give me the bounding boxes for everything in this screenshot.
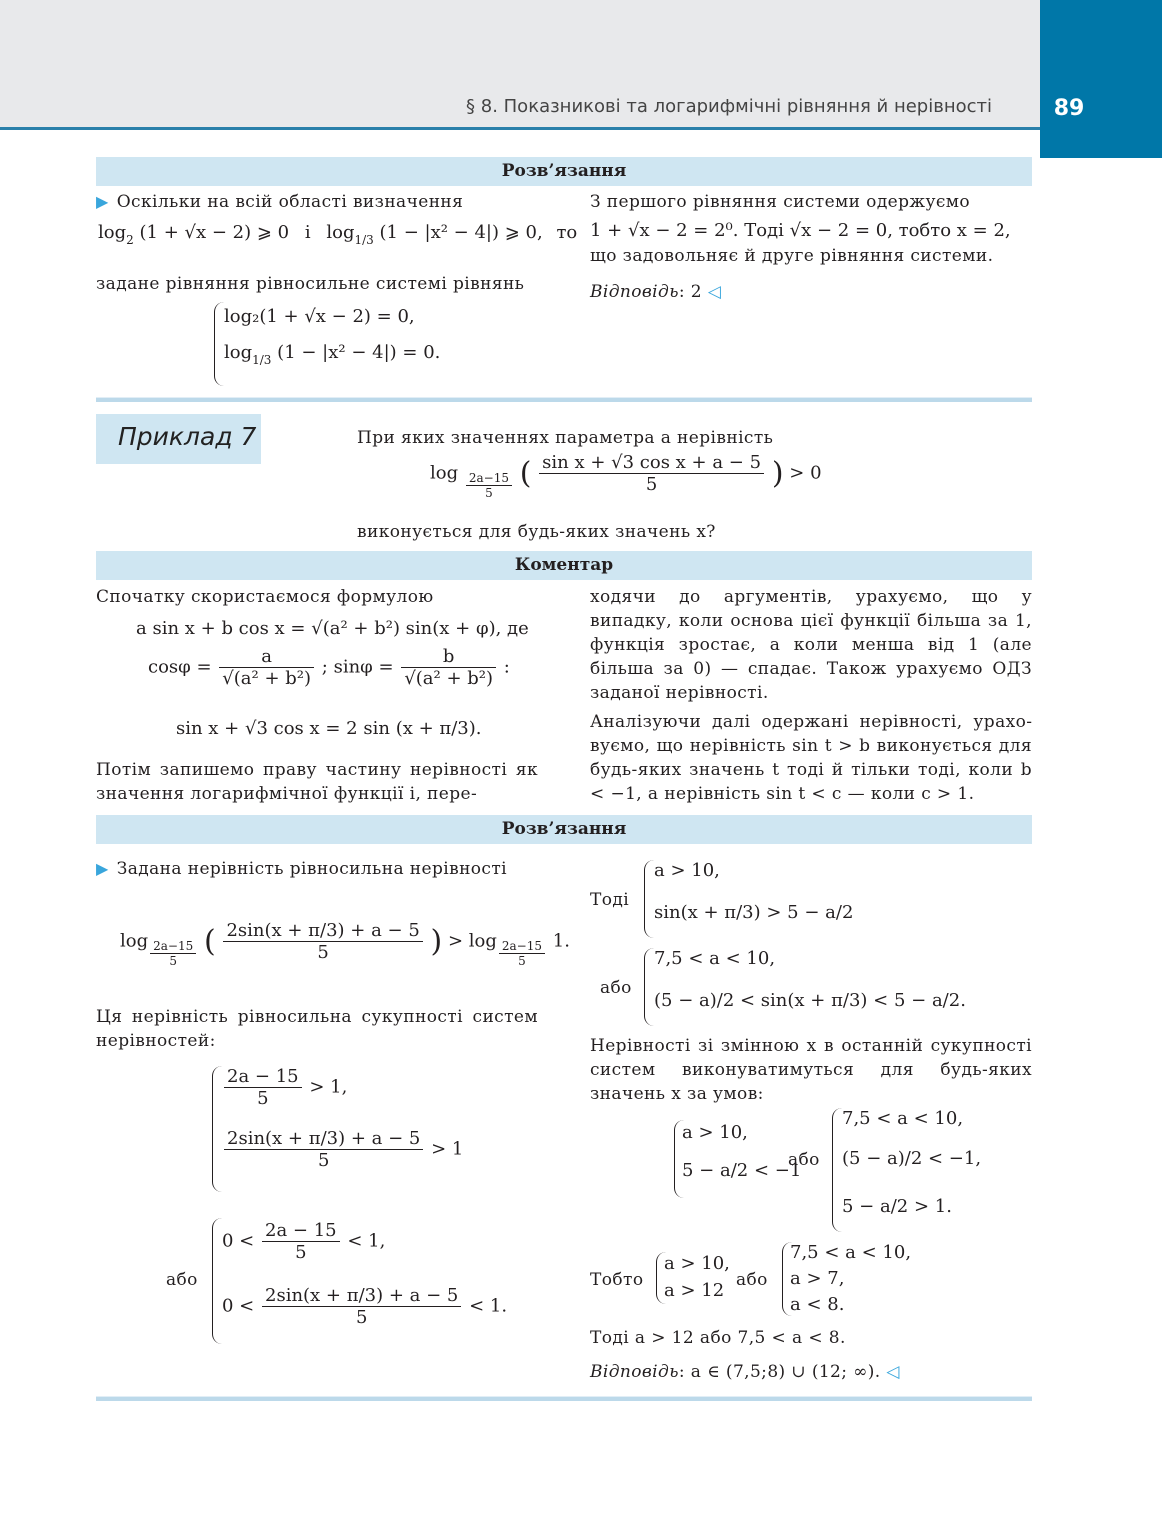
- system-b-line1: 0 < $\frac{2a - 15}{5}$ < 1,: [222, 1220, 386, 1263]
- triangle-right-icon: ▶: [96, 859, 109, 878]
- then-label-1: Тоді: [590, 890, 630, 910]
- example-question-line1: При яких значеннях параметра a нерівність: [357, 428, 774, 448]
- comment-right-p1: ходячи до аргументів, урахуємо, що у випадку, коли основа цієї функції більша за 1, функція зростає, а коли менша від 1 (але більша за 0) — спадає. Також урахуємо ОДЗ заданої нерівності.: [590, 587, 1032, 703]
- example-question-line3: виконується для будь-яких значень x?: [357, 522, 716, 542]
- or-label-2: або: [600, 978, 632, 998]
- comment-formula2: cosφ = $\frac{a}{\text{√(a² + b²)}}$ ; sinφ = $\frac{b}{\text{√(a² + b²)}}$ :: [148, 646, 510, 689]
- comment-left-p2: Потім запишемо праву частину нерівності як значення логарифмічної функції і, пере-: [96, 760, 538, 804]
- solution-bar-2: Розв’язання: [96, 815, 1032, 844]
- system-a-line2: $\frac{2\sin(x + \pi/3) + a - 5}{5}$ > 1: [222, 1128, 463, 1171]
- header-rule: [0, 127, 1040, 130]
- triangle-right-icon: ▶: [96, 192, 109, 211]
- system-e-line2: 5 − a/2 < −1: [682, 1160, 802, 1181]
- page-number: 89: [1053, 96, 1085, 121]
- s1-right-line2: 1 + √x − 2 = 2⁰. Тоді √x − 2 = 0, тобто x = 2,: [590, 220, 1011, 241]
- s1-system-eq1: log₂(1 + √x − 2) = 0,: [224, 306, 415, 327]
- or-label-4: або: [736, 1270, 768, 1290]
- system-g-line2: a > 12: [664, 1280, 725, 1301]
- s1-right-line3: що задовольняє й друге рівняння системи.: [590, 246, 994, 266]
- system-c-line2: sin(x + π/3) > 5 − a/2: [654, 902, 854, 923]
- s1-right-line1: З першого рівняння системи одержуємо: [590, 192, 971, 212]
- system-h-line2: a > 7,: [790, 1268, 845, 1289]
- triangle-left-icon: ◁: [886, 1362, 900, 1382]
- thus-label: Тобто: [590, 1270, 644, 1290]
- system-h-line1: 7,5 < a < 10,: [790, 1242, 912, 1263]
- solution-bar-1: Розв’язання: [96, 157, 1032, 186]
- comment-formula3: sin x + √3 cos x = 2 sin (x + π/3).: [176, 718, 482, 739]
- s1-left-line1: ▶ Оскільки на всій області визначення: [96, 192, 464, 212]
- comment-left-line1: Спочатку скористаємося формулою: [96, 587, 434, 607]
- s1-condition-line: $\log_2 (1 + √x - 2)$ ⩾ 0 і $\log_{1/3} (1 - |x^2 - 4|)$ ⩾ 0, то: [98, 222, 578, 247]
- s1-system-eq2: $\log_{1/3} (1 - |x^2 - 4|) = 0$.: [224, 342, 441, 367]
- page-tab: [1040, 0, 1162, 158]
- system-d-line2: (5 − a)/2 < sin(x + π/3) < 5 − a/2.: [654, 990, 966, 1011]
- or-label-3: або: [788, 1150, 820, 1170]
- or-label-1: або: [166, 1270, 198, 1290]
- s2-left-p2: Ця нерівність рівносильна сукупності систем нерівностей:: [96, 1007, 538, 1051]
- system-g-line1: a > 10,: [664, 1253, 730, 1274]
- system-b-line2: 0 < $\frac{2\sin(x + \pi/3) + a - 5}{5}$ < 1.: [222, 1285, 508, 1328]
- s2-left-line1: ▶ Задана нерівність рівносильна нерівності: [96, 859, 507, 879]
- comment-formula1: a sin x + b cos x = √(a² + b²) sin(x + φ), де: [136, 618, 529, 639]
- s1-answer: Відповідь: 2 ◁: [590, 282, 722, 302]
- section-rule-1: [96, 397, 1032, 402]
- system-e-line1: a > 10,: [682, 1122, 748, 1143]
- system-h-line3: a < 8.: [790, 1294, 845, 1315]
- example-formula: log $\frac{2a-15}{5}$ ( $\frac{\text{sin x + √3 cos x + a − 5}}{5}$ ) > 0: [430, 452, 822, 500]
- system-f-line1: 7,5 < a < 10,: [842, 1108, 964, 1129]
- example-label: Приклад 7: [118, 422, 257, 451]
- system-d-line1: 7,5 < a < 10,: [654, 948, 776, 969]
- system-a-line1: $\frac{2a - 15}{5}$ > 1,: [222, 1066, 347, 1109]
- comment-right-p2: Аналізуючи далі одержані нерівності, ураховуємо, що нерівність sin t > b виконується для будь-яких значень t тоді й тільки тоді, коли b < −1, а нерівність sin t < c — коли c > 1.: [590, 712, 1032, 804]
- comment-bar: Коментар: [96, 551, 1032, 580]
- s2-answer: Відповідь: a ∈ (7,5;8) ∪ (12; ∞). ◁: [590, 1362, 900, 1382]
- system-f-line3: 5 − a/2 > 1.: [842, 1196, 952, 1217]
- section-rule-2: [96, 1396, 1032, 1401]
- system-c-line1: a > 10,: [654, 860, 720, 881]
- system-f-line2: (5 − a)/2 < −1,: [842, 1148, 982, 1169]
- then-line-2: Тоді a > 12 або 7,5 < a < 8.: [590, 1328, 846, 1348]
- s2-right-p1: Нерівності зі змінною x в останній сукупності систем виконуватимуться для будь-яких значень x за умов:: [590, 1036, 1032, 1104]
- triangle-left-icon: ◁: [707, 282, 722, 302]
- running-head: § 8. Показникові та логарифмічні рівняння й нерівності: [466, 96, 992, 117]
- s1-left-line3: задане рівняння рівносильне системі рівнянь: [96, 274, 525, 294]
- s2-main-inequality: log $\frac{2a-15}{5}$ ( $\frac{2\sin(x + \pi/3) + a - 5}{5}$ ) > log $\frac{2a-15}{5}$ 1.: [120, 920, 570, 968]
